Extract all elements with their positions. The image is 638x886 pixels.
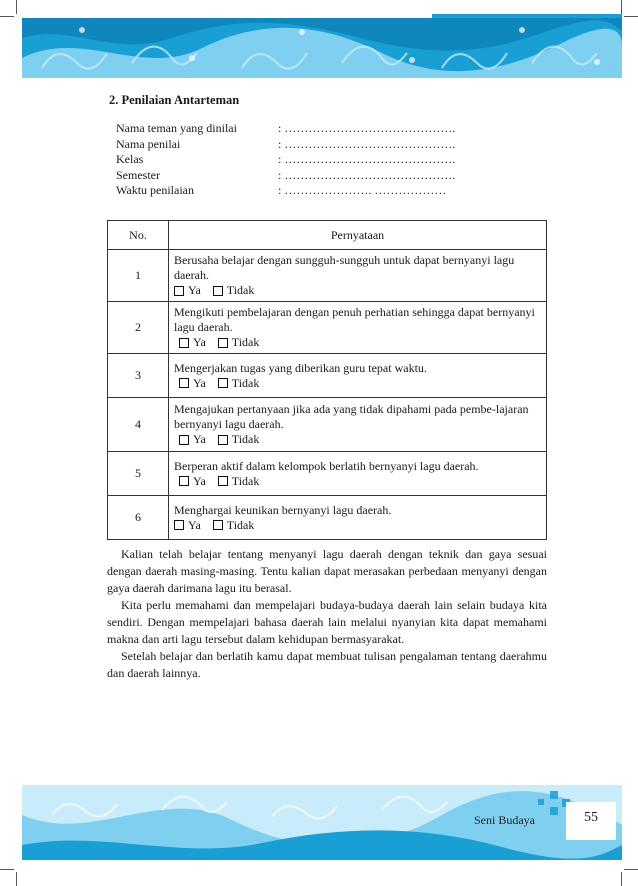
- row-statement: Berperan aktif dalam kelompok berlatih bernyanyi lagu daerah.: [174, 458, 479, 473]
- row-statement: Mengikuti pembelajaran dengan penuh perhatian sehingga dapat bernyanyi lagu daerah.: [174, 305, 535, 334]
- checkbox-icon: [174, 520, 184, 530]
- page-number: 55: [566, 802, 616, 840]
- checkbox-icon: [218, 378, 228, 388]
- info-label: Kelas: [116, 152, 144, 166]
- info-value: : …………………………………….: [278, 136, 456, 151]
- checkbox-icon: [179, 378, 189, 388]
- table-row: [108, 496, 547, 540]
- assessment-table: [107, 220, 547, 540]
- info-row: [116, 121, 478, 137]
- checkbox-icon: [213, 286, 223, 296]
- row-number: 3: [108, 354, 169, 398]
- crop-mark: [624, 16, 638, 17]
- option-no[interactable]: Tidak: [218, 376, 260, 391]
- header-statement: Pernyataan: [169, 221, 547, 250]
- info-label: Nama penilai: [116, 136, 181, 151]
- row-statement: Mengerjakan tugas yang diberikan guru tepat waktu.: [174, 360, 427, 375]
- header-ornament-band: [22, 18, 622, 78]
- table-row: [108, 354, 547, 398]
- crop-mark: [624, 869, 638, 870]
- info-value: : …………………. ………………: [278, 183, 447, 197]
- crop-mark: [0, 16, 14, 17]
- info-fields: [116, 121, 478, 199]
- info-row: [116, 137, 478, 153]
- crop-mark: [16, 0, 17, 14]
- checkbox-icon: [179, 435, 189, 445]
- crop-mark: [16, 872, 17, 886]
- checkbox-icon: [213, 520, 223, 530]
- crop-mark: [621, 0, 622, 14]
- info-label: Waktu penilaian: [116, 183, 195, 197]
- row-number: 2: [108, 302, 169, 354]
- checkbox-icon: [179, 338, 189, 348]
- table-row: [108, 302, 547, 354]
- table-row: [108, 452, 547, 496]
- row-number: 5: [108, 452, 169, 496]
- option-yes[interactable]: Ya: [174, 518, 201, 533]
- checkbox-icon: [218, 435, 228, 445]
- option-no[interactable]: Tidak: [218, 474, 260, 489]
- crop-mark: [0, 869, 14, 870]
- info-row: [116, 183, 478, 199]
- header-no: No.: [108, 221, 169, 250]
- row-statement: Menghargai keunikan bernyanyi lagu daerah.: [174, 502, 392, 517]
- paragraph: Setelah belajar dan berlatih kamu dapat membuat tulisan pengalaman tentang daerahmu dan daerah lainnya.: [107, 649, 547, 680]
- option-yes[interactable]: Ya: [174, 283, 201, 298]
- info-value: : …………………………………….: [278, 121, 456, 135]
- checkbox-icon: [218, 338, 228, 348]
- info-label: Semester: [116, 167, 160, 182]
- paragraph: Kalian telah belajar tentang menyanyi lagu daerah dengan teknik dan gaya sesuai dengan daerah masing-masing. Tentu kalian dapat merasakan perbedaan menyanyi dengan gaya daerah darimana lagu itu berasal.: [107, 547, 547, 595]
- row-statement: Berusaha belajar dengan sungguh-sungguh untuk dapat bernyanyi lagu daerah.: [174, 253, 515, 282]
- option-no[interactable]: Tidak: [213, 283, 255, 298]
- row-number: 4: [108, 398, 169, 452]
- table-row: [108, 398, 547, 452]
- option-no[interactable]: Tidak: [218, 335, 260, 350]
- option-yes[interactable]: Ya: [179, 335, 206, 350]
- table-row: [108, 250, 547, 302]
- checkbox-icon: [179, 476, 189, 486]
- info-row: [116, 168, 478, 184]
- info-value: : …………………………………….: [278, 167, 456, 182]
- checkbox-icon: [174, 286, 184, 296]
- book-title: Seni Budaya: [474, 813, 535, 827]
- option-no[interactable]: Tidak: [213, 518, 255, 533]
- row-number: 6: [108, 496, 169, 540]
- option-no[interactable]: Tidak: [218, 432, 260, 447]
- crop-mark: [621, 872, 622, 886]
- option-yes[interactable]: Ya: [179, 376, 206, 391]
- body-text: [107, 546, 547, 682]
- info-value: : …………………………………….: [278, 152, 456, 166]
- paragraph: Kita perlu memahami dan mempelajari budaya-budaya daerah lain selain budaya kita sendiri. Dengan mempelajari bahasa daerah lain melalui nyanyian kita dapat memahami makna dan arti lagu tersebut dalam kehidupan bermasyarakat.: [107, 598, 547, 646]
- row-number: 1: [108, 250, 169, 302]
- option-yes[interactable]: Ya: [179, 432, 206, 447]
- row-statement: Mengajukan pertanyaan jika ada yang tidak dipahami pada pembe-lajaran bernyanyi lagu daerah.: [174, 402, 529, 431]
- checkbox-icon: [218, 476, 228, 486]
- section-title: 2. Penilaian Antarteman: [109, 93, 240, 107]
- info-label: Nama teman yang dinilai: [116, 121, 237, 135]
- info-row: [116, 152, 478, 168]
- option-yes[interactable]: Ya: [179, 474, 206, 489]
